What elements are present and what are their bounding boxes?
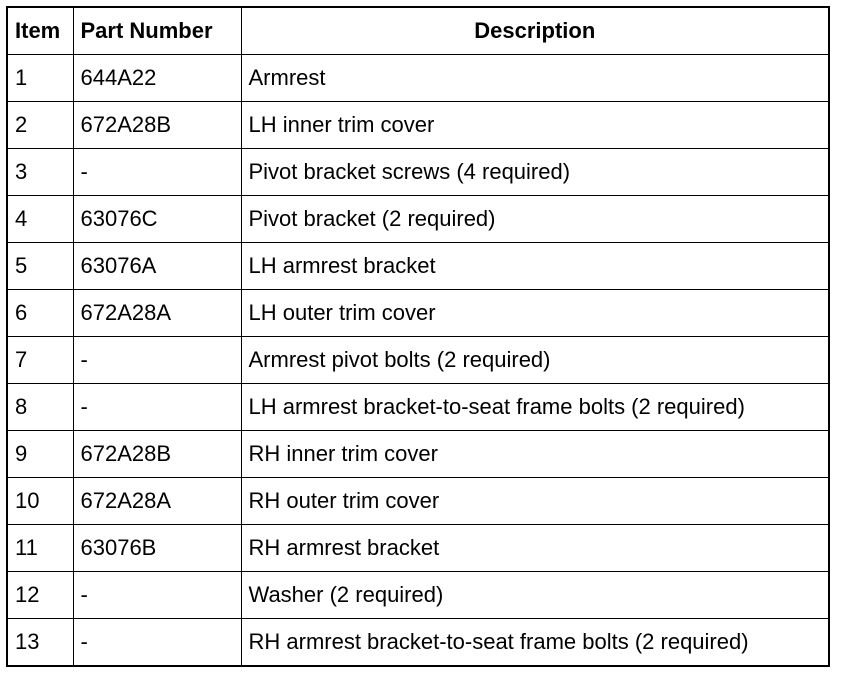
part-number-cell: 672A28A xyxy=(73,290,241,337)
table-row xyxy=(7,619,829,667)
part-number-cell: 672A28B xyxy=(73,431,241,478)
description-cell: LH outer trim cover xyxy=(241,290,829,337)
part-number-cell: - xyxy=(73,384,241,431)
item-cell: 10 xyxy=(7,478,73,525)
description-cell: RH armrest bracket-to-seat frame bolts (2 required) xyxy=(241,619,829,667)
column-header-description: Description xyxy=(241,7,829,55)
column-header-part-number: Part Number xyxy=(73,7,241,55)
table-header-row xyxy=(7,7,829,55)
description-cell: Armrest pivot bolts (2 required) xyxy=(241,337,829,384)
item-cell: 2 xyxy=(7,102,73,149)
table-row xyxy=(7,431,829,478)
column-header-item: Item xyxy=(7,7,73,55)
part-number-cell: - xyxy=(73,337,241,384)
table-row xyxy=(7,337,829,384)
item-cell: 11 xyxy=(7,525,73,572)
item-cell: 1 xyxy=(7,55,73,102)
item-cell: 13 xyxy=(7,619,73,667)
table-row xyxy=(7,196,829,243)
table-row xyxy=(7,55,829,102)
part-number-cell: 672A28B xyxy=(73,102,241,149)
description-cell: Pivot bracket screws (4 required) xyxy=(241,149,829,196)
item-cell: 7 xyxy=(7,337,73,384)
item-cell: 12 xyxy=(7,572,73,619)
description-cell: LH inner trim cover xyxy=(241,102,829,149)
part-number-cell: 63076A xyxy=(73,243,241,290)
table-row xyxy=(7,102,829,149)
part-number-cell: - xyxy=(73,149,241,196)
part-number-cell: 672A28A xyxy=(73,478,241,525)
description-cell: LH armrest bracket-to-seat frame bolts (2 required) xyxy=(241,384,829,431)
description-cell: RH inner trim cover xyxy=(241,431,829,478)
description-cell: LH armrest bracket xyxy=(241,243,829,290)
description-cell: Armrest xyxy=(241,55,829,102)
description-cell: Washer (2 required) xyxy=(241,572,829,619)
item-cell: 3 xyxy=(7,149,73,196)
description-cell: RH outer trim cover xyxy=(241,478,829,525)
table-row xyxy=(7,149,829,196)
table-row xyxy=(7,572,829,619)
item-cell: 9 xyxy=(7,431,73,478)
table-row xyxy=(7,290,829,337)
table-row xyxy=(7,384,829,431)
item-cell: 8 xyxy=(7,384,73,431)
parts-table xyxy=(6,6,830,667)
part-number-cell: - xyxy=(73,619,241,667)
description-cell: Pivot bracket (2 required) xyxy=(241,196,829,243)
part-number-cell: - xyxy=(73,572,241,619)
description-cell: RH armrest bracket xyxy=(241,525,829,572)
part-number-cell: 63076C xyxy=(73,196,241,243)
item-cell: 6 xyxy=(7,290,73,337)
table-row xyxy=(7,478,829,525)
item-cell: 4 xyxy=(7,196,73,243)
part-number-cell: 63076B xyxy=(73,525,241,572)
part-number-cell: 644A22 xyxy=(73,55,241,102)
table-row xyxy=(7,525,829,572)
table-row xyxy=(7,243,829,290)
item-cell: 5 xyxy=(7,243,73,290)
